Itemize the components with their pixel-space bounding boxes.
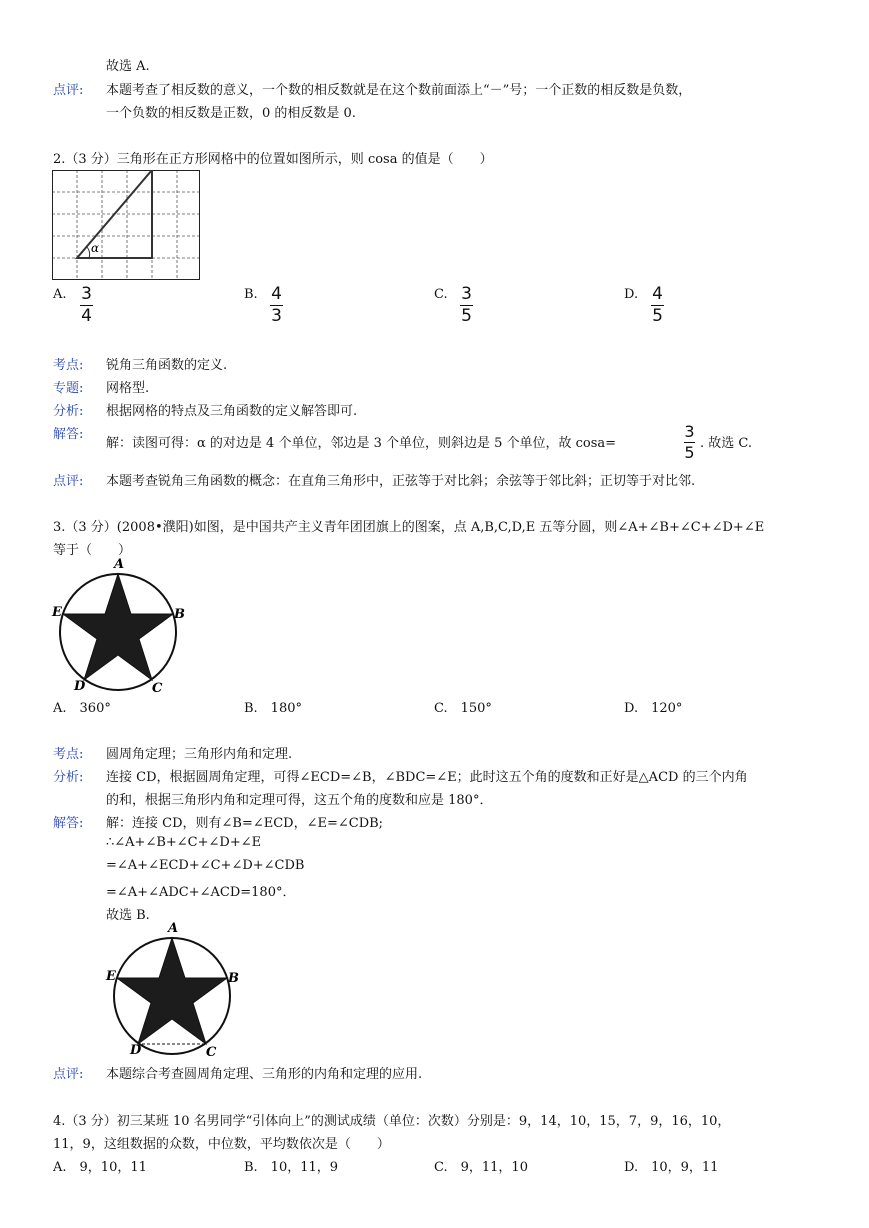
q3-jieda-tag: 解答:	[53, 816, 84, 831]
q3-star-figure	[48, 554, 188, 696]
q3-kaodian-tag: 考点:	[53, 747, 84, 762]
q2-option-d-fraction: 4 5	[652, 284, 663, 326]
q2-dianping: 本题考查锐角三角函数的概念：在直角三角形中，正弦等于对比斜；余弦等于邻比斜；正切等于对比邻.	[106, 474, 696, 489]
q3-option-b[interactable]: B. 180°	[244, 701, 302, 716]
q2-dianping-tag: 点评:	[53, 474, 84, 489]
label-a: A	[168, 921, 179, 936]
q2-option-b[interactable]	[244, 287, 258, 302]
alpha-label: α	[91, 241, 100, 255]
q2-jieda-fraction: 3 5	[684, 422, 695, 462]
q2-fenxi: 根据网格的特点及三角函数的定义解答即可.	[106, 404, 358, 419]
label-a: A	[114, 557, 125, 572]
q2-option-d[interactable]	[624, 287, 638, 302]
q3-jieda-line1: 解：连接 CD，则有∠B=∠ECD，∠E=∠CDB;	[106, 816, 384, 831]
q3-jieda-line4: =∠A+∠ADC+∠ACD=180°．	[106, 885, 296, 900]
q1-comment-tag: 点评:	[53, 83, 84, 98]
q2-option-c[interactable]	[434, 287, 448, 302]
q2-option-c-fraction: 3 5	[461, 284, 472, 326]
q3-option-c[interactable]: C. 150°	[434, 701, 492, 716]
label-c: C	[206, 1045, 217, 1060]
label-e: E	[52, 605, 62, 620]
q3-dianping: 本题综合考查圆周角定理、三角形的内角和定理的应用.	[106, 1067, 423, 1082]
q3-stem-line2: 等于（ ）	[53, 543, 132, 558]
q3-fenxi-tag: 分析:	[53, 770, 84, 785]
option-letter: C.	[434, 287, 448, 302]
option-letter: D.	[624, 287, 639, 302]
q2-option-a-fraction: 3 4	[81, 284, 92, 326]
q3-option-a[interactable]: A. 360°	[53, 701, 111, 716]
q2-zhuanti: 网格型.	[106, 381, 150, 396]
q3-kaodian: 圆周角定理；三角形内角和定理.	[106, 747, 293, 762]
label-e: E	[106, 969, 116, 984]
q2-jieda-tag: 解答:	[53, 427, 84, 442]
q2-jieda-post: . 故选 C.	[700, 436, 753, 451]
q4-stem-line2: 11，9，这组数据的众数，中位数，平均数依次是（ ）	[53, 1137, 390, 1152]
q2-zhuanti-tag: 专题:	[53, 381, 84, 396]
q1-comment-line1: 本题考查了相反数的意义，一个数的相反数就是在这个数前面添上“－”号；一个正数的相反数是负数，	[106, 83, 692, 98]
q2-option-b-fraction: 4 3	[271, 284, 282, 326]
q2-stem: 2.（3 分）三角形在正方形网格中的位置如图所示，则 cosa 的值是（ ）	[53, 152, 493, 167]
q3-jieda-line2: ∴∠A+∠B+∠C+∠D+∠E	[106, 835, 262, 850]
option-letter: A.	[53, 287, 67, 302]
q3-option-d[interactable]: D. 120°	[624, 701, 683, 716]
option-letter: B.	[244, 287, 258, 302]
q4-option-c[interactable]: C. 9，11，10	[434, 1160, 528, 1175]
q1-answer-line: 故选 A.	[106, 59, 150, 74]
q2-option-a[interactable]	[53, 287, 67, 302]
label-b: B	[228, 971, 239, 986]
q2-kaodian-tag: 考点:	[53, 358, 84, 373]
q3-fenxi-line2: 的和，根据三角形内角和定理可得，这五个角的度数和应是 180°．	[106, 793, 493, 808]
q2-fenxi-tag: 分析:	[53, 404, 84, 419]
q3-dianping-tag: 点评:	[53, 1067, 84, 1082]
label-b: B	[174, 607, 185, 622]
q4-option-d[interactable]: D. 10，9，11	[624, 1160, 719, 1175]
q3-fenxi-line1: 连接 CD，根据圆周角定理，可得∠ECD=∠B，∠BDC=∠E；此时这五个角的度数和正好是△ACD 的三个内角	[106, 770, 748, 785]
q1-comment-line2: 一个负数的相反数是正数，0 的相反数是 0.	[106, 106, 356, 121]
label-d: D	[74, 679, 86, 694]
q3-jieda-line3: =∠A+∠ECD+∠C+∠D+∠CDB	[106, 858, 305, 873]
grid-lines	[52, 170, 200, 280]
q2-jieda-pre: 解：读图可得：α 的对边是 4 个单位，邻边是 3 个单位，则斜边是 5 个单位，故 cosa=	[106, 436, 617, 451]
q3-stem-line1: 3.（3 分）(2008•濮阳)如图，是中国共产主义青年团团旗上的图案，点 A,B,C,D,E 五等分圆，则∠A+∠B+∠C+∠D+∠E	[53, 520, 765, 535]
q4-option-a[interactable]: A. 9，10，11	[53, 1160, 147, 1175]
label-d: D	[130, 1043, 142, 1058]
q4-stem-line1: 4.（3 分）初三某班 10 名男同学“引体向上”的测试成绩（单位：次数）分别是：9，14，10，15，7，9，16，10，	[53, 1114, 731, 1129]
q3-solution-figure	[100, 918, 240, 1060]
q2-kaodian: 锐角三角函数的定义.	[106, 358, 228, 373]
q3-jieda-line5: 故选 B.	[106, 908, 150, 923]
q4-option-b[interactable]: B. 10，11，9	[244, 1160, 339, 1175]
label-c: C	[152, 681, 163, 696]
q2-grid-figure	[52, 170, 202, 282]
